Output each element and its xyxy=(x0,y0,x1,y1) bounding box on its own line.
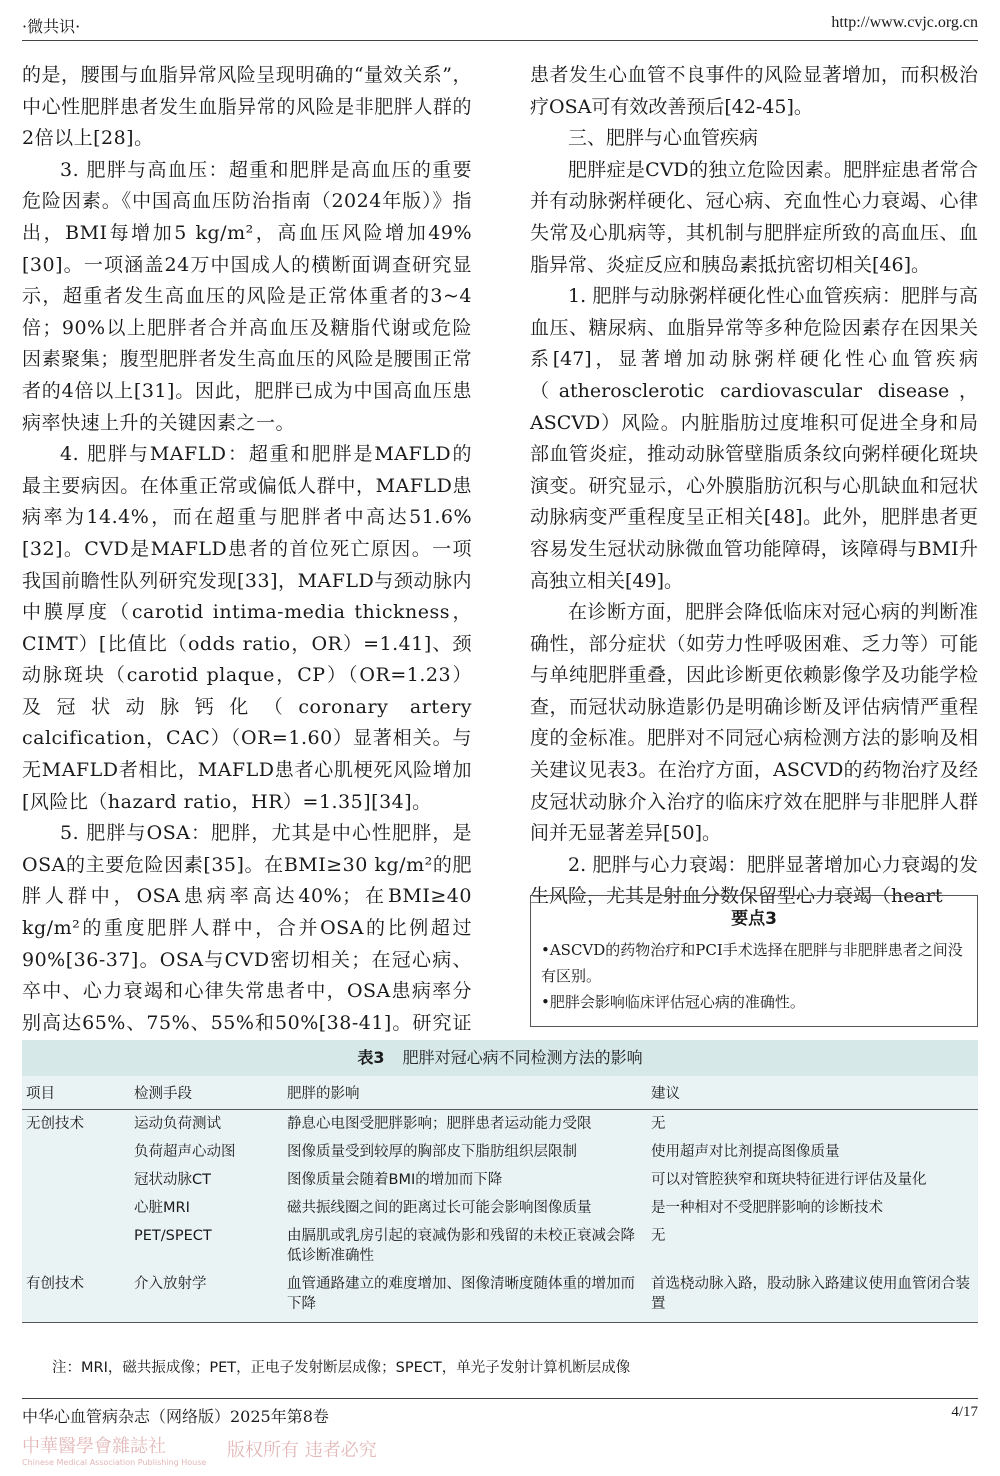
table-cell: 静息心电图受肥胖影响；肥胖患者运动能力受限 xyxy=(287,1116,592,1132)
paragraph: 5. 肥胖与OSA：肥胖，尤其是中心性肥胖，是OSA的主要危险因素[35]。在BMI≥30 kg/m²的肥胖人群中，OSA患病率高达40%；在BMI≥40 kg/m²的重度肥胖人群中，合并OSA的比例超过90%[36-37]。OSA与CVD密切相关；在冠心病、卒中、心力衰竭和心律失常患者中，OSA患病率分别高达65%、75%、55%和50%[38-41]。研究证 xyxy=(22,822,472,1034)
section-label: ·微共识· xyxy=(22,17,81,36)
table-cell: 可以对管腔狭窄和斑块特征进行评估及量化 xyxy=(651,1172,927,1188)
paragraph: 3. 肥胖与高血压：超重和肥胖是高血压的重要危险因素。《中国高血压防治指南（2024年版）》指出，BMI每增加5 kg/m²，高血压风险增加49%[30]。一项涵盖24万中国成人的横断面调查研究显示，超重者发生高血压的风险是正常体重者的3~4倍；90%以上肥胖者合并高血压及糖脂代谢或危险因素聚集；腹型肥胖者发生高血压的风险是腰围正常者的4倍以上[31]。因此，肥胖已成为中国高血压患病率快速上升的关键因素之一。 xyxy=(22,158,472,434)
right-column xyxy=(530,60,978,913)
table-label: 表3 xyxy=(357,1048,385,1067)
table-cell: 介入放射学 xyxy=(130,1270,283,1323)
table-title: 肥胖对冠心病不同检测方法的影响 xyxy=(402,1048,643,1067)
table-cell xyxy=(22,1138,130,1166)
paragraph: 1. 肥胖与动脉粥样硬化性心血管疾病：肥胖与高血压、糖尿病、血脂异常等多种危险因素存在因果关系[47]，显著增加动脉粥样硬化性心血管疾病（atherosclerotic cardiovascular disease，ASCVD）风险。内脏脂肪过度堆积可促进全身和局部血管炎症，推动动脉管壁脂质条纹向粥样硬化斑块演变。研究显示，心外膜脂肪沉积与心肌缺血和冠状动脉病变严重程度呈正相关[48]。此外，肥胖患者更容易发生冠状动脉微血管功能障碍，该障碍与BMI升高独立相关[49]。 xyxy=(530,285,978,592)
table-cell: 冠状动脉CT xyxy=(134,1172,211,1188)
key-point-item: •ASCVD的药物治疗和PCI手术选择在肥胖与非肥胖患者之间没有区别。 xyxy=(541,941,963,985)
publisher-watermark xyxy=(22,1432,377,1467)
paragraph: 在诊断方面，肥胖会降低临床对冠心病的判断准确性，部分症状（如劳力性呼吸困难、乏力等）可能与单纯肥胖重叠，因此诊断更依赖影像学及功能学检查，而冠状动脉造影仍是明确诊断及评估病情严重程度的金标准。肥胖对不同冠心病检测方法的影响及相关建议见表3。在治疗方面，ASCVD的药物治疗及经皮冠状动脉介入治疗的临床疗效在肥胖与非肥胖人群间并无显著差异[50]。 xyxy=(530,601,978,845)
table-row xyxy=(22,1194,978,1222)
table-cell: 图像质量会随着BMI的增加而下降 xyxy=(287,1172,503,1188)
footer-divider xyxy=(22,1398,978,1399)
copyright-slogan: 版权所有 违者必究 xyxy=(227,1440,377,1461)
column-header: 项目 xyxy=(22,1076,130,1110)
table-cell: 图像质量受到较厚的胸部皮下脂肪组织层限制 xyxy=(287,1144,577,1160)
header-divider xyxy=(22,40,978,41)
paragraph: 2. 肥胖与心力衰竭：肥胖显著增加心力衰竭的发生风险，尤其是射血分数保留型心力衰竭（heart xyxy=(530,853,978,908)
publisher-name: 中華醫學會雜誌社 xyxy=(22,1436,166,1457)
table-row xyxy=(22,1110,978,1139)
paragraph: 4. 肥胖与MAFLD：超重和肥胖是MAFLD的最主要病因。在体重正常或偏低人群中，MAFLD患病率为14.4%，而在超重与肥胖者中高达51.6%[32]。CVD是MAFLD患者的首位死亡原因。一项我国前瞻性队列研究发现[33]，MAFLD与颈动脉内中膜厚度（carotid intima-media thickness，CIMT）[比值比（odds ratio，OR）=1.41]、颈动脉斑块（carotid plaque，CP）（OR=1.23）及冠状动脉钙化（coronary artery calcification，CAC）（OR=1.60）显著相关。与无MAFLD者相比，MAFLD患者心肌梗死风险增加[风险比（hazard ratio，HR）=1.35][34]。 xyxy=(22,443,472,813)
table-cell: 是一种相对不受肥胖影响的诊断技术 xyxy=(651,1200,883,1216)
detection-methods-table xyxy=(22,1076,978,1323)
table-cell: 血管通路建立的难度增加、图像清晰度随体重的增加而下降 xyxy=(283,1270,647,1323)
journal-citation: 中华心血管病杂志（网络版）2025年第8卷 xyxy=(22,1407,329,1426)
table-row xyxy=(22,1222,978,1270)
table-cell: 使用超声对比剂提高图像质量 xyxy=(651,1144,840,1160)
table-cell: 心脏MRI xyxy=(134,1200,190,1216)
table-row xyxy=(22,1270,978,1323)
table-cell: 负荷超声心动图 xyxy=(134,1144,236,1160)
key-point-item: •肥胖会影响临床评估冠心病的准确性。 xyxy=(541,993,805,1011)
table-cell: 无 xyxy=(651,1228,666,1244)
table-cell: 有创技术 xyxy=(22,1270,130,1323)
table-cell: 无创技术 xyxy=(26,1116,84,1132)
section-heading: 三、肥胖与心血管疾病 xyxy=(568,127,759,150)
table-row xyxy=(22,1138,978,1166)
paragraph: 患者发生心血管不良事件的风险显著增加，而积极治疗OSA可有效改善预后[42-45]。 xyxy=(530,64,978,118)
column-header: 检测手段 xyxy=(130,1076,283,1110)
table-cell xyxy=(22,1194,130,1222)
publisher-name-en: Chinese Medical Association Publishing House xyxy=(22,1458,207,1467)
key-points-box xyxy=(530,895,978,1027)
left-column xyxy=(22,60,472,1071)
table-cell: 首选桡动脉入路，股动脉入路建议使用血管闭合装置 xyxy=(647,1270,978,1323)
table-cell: PET/SPECT xyxy=(134,1228,212,1244)
table-row xyxy=(22,1166,978,1194)
table-3 xyxy=(22,1040,978,1323)
paragraph: 肥胖症是CVD的独立危险因素。肥胖症患者常合并有动脉粥样硬化、冠心病、充血性心力衰竭、心律失常及心肌病等，其机制与肥胖症所致的高血压、血脂异常、炎症反应和胰岛素抵抗密切相关[46]。 xyxy=(530,158,978,276)
table-cell: 磁共振线圈之间的距离过长可能会影响图像质量 xyxy=(287,1200,592,1216)
table-cell xyxy=(22,1166,130,1194)
key-points-title: 要点3 xyxy=(731,909,777,929)
table-cell: 由膈肌或乳房引起的衰减伪影和残留的未校正衰减会降低诊断准确性 xyxy=(287,1228,635,1264)
table-header-row xyxy=(22,1076,978,1110)
page-number: 4/17 xyxy=(951,1404,978,1420)
column-header: 肥胖的影响 xyxy=(283,1076,647,1110)
table-cell: 运动负荷测试 xyxy=(134,1116,221,1132)
paragraph: 的是，腰围与血脂异常风险呈现明确的“量效关系”，中心性肥胖患者发生血脂异常的风险是非肥胖人群的2倍以上[28]。 xyxy=(22,64,472,150)
column-header: 建议 xyxy=(647,1076,978,1110)
table-caption xyxy=(22,1040,978,1076)
table-note: 注：MRI，磁共振成像；PET，正电子发射断层成像；SPECT，单光子发射计算机断层成像 xyxy=(52,1360,631,1376)
table-cell xyxy=(22,1222,130,1270)
journal-url[interactable]: http://www.cvjc.org.cn xyxy=(831,14,978,31)
table-cell: 无 xyxy=(651,1116,666,1132)
